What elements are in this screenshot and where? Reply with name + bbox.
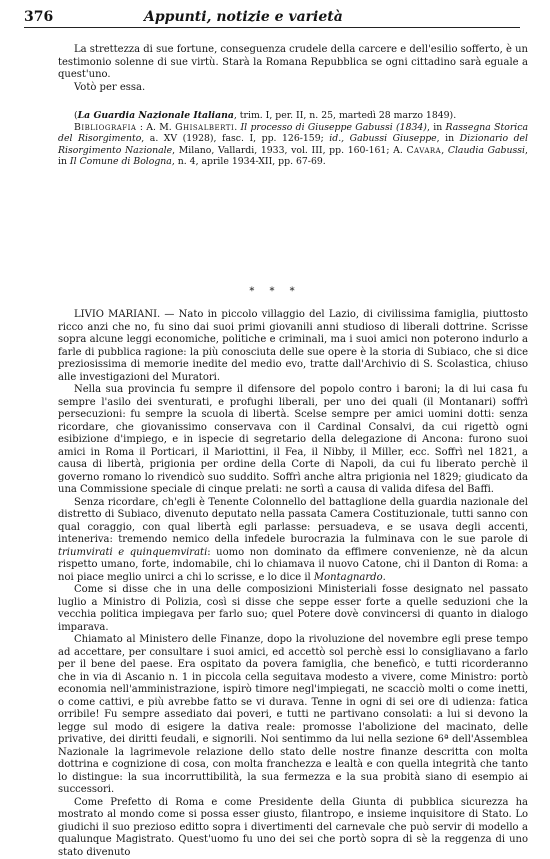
citation-open: ( [74,110,78,121]
mariani-paragraph-1 [58,309,528,384]
citation-block [58,110,528,168]
mariani-paragraph-5: Chiamato al Ministero delle Finanze, dopo la rivoluzione del novembre egli prese tempo ad accettare, per consultare i suoi amici, ed accettò sol perchè essi lo consigliavano a farlo per il bene del paese. Era ospitato da povera famiglia, che beneficò, e tutti ricorderanno che in via di Ascanio n. 1 in piccola cella seguitava modesto a vivere, come Ministro: portò economia nell'amministrazione, ispirò timore negl'impiegati, ne scacciò molti o come inetti, o come cattivi, e più avrebbe fatto se vi durava. Tenne in ogni di sei ore di udienza: fatica orribile! Fu sempre assediato dai poveri, e tutti ne partivano consolati: a lui si devono la legge sul modo di esigere la dativa reale: promosse l'abolizione del macinato, delle privative, dei diritti feudali, e signorili. Noi sentimmo da lui nella sezione 6ª dell'Assemblea Nazionale la lagrimevole relazione dello stato delle nostre finanze descritta con molta dottrina e cognizione di cosa, con molta franchezza e lealtà e con quella integrità che tanto lo distingue: la sua incorruttibilità, la sua fermezza e la sua probità siano di esempio ai successori. [58,634,528,797]
mariani-paragraph-2: Nella sua provincia fu sempre il difensore del popolo contro i baroni; la di lui casa fu sempre l'asilo dei sventurati, e profughi liberali, per uno dei quali (il Montanari) soffrì persecuzioni: fu sempre la scuola di libertà. Scelse sempre per amici uomini dotti: senza ricordare, che giovanissimo conservava con il Cardinal Consalvi, da cui rigettò ogni esibizione d'impiego, e in ispecie di segretario della delegazione di Ancona: furono suoi amici in Roma il Porticari, il Mariottini, il Fea, il Nibby, il Miller, ecc. Soffrì nel 1821, a causa di libertà, prigionia per ordine della Corte di Napoli, da cui fu liberato perchè il governo romano lo rivendicò suo suddito. Soffrì anche altra prigionia nel 1829; giudicato da una Commissione speciale di cinque prelati: ne sortì a causa di valida difesa del Baffi. [58,384,528,497]
bib-title-4: Claudia Gabussi [448,145,525,156]
bib-journal-2: Il Comune di Bologna [70,156,172,167]
bib-text: , in [427,122,446,133]
paragraph-top-1: La strettezza di sue fortune, conseguenza crudele della carcere e dell'esilio sofferto, è un testimonio solenne di sue virtù. Starà la Romana Repubblica se ogni cittadino sarà eguale a quest'uno. [58,44,528,82]
mariani-paragraph-4: Come si disse che in una delle composizioni Ministeriali fosse designato nel passato luglio a Ministro di Polizia, così si disse che seppe esser forte a quelle seduzioni che la vecchia politica impiegava per farlo suo; quel Potere dovè convincersi di quanto in dialogo imparava. [58,584,528,634]
bibliography-label: Bibliografia [74,122,137,133]
bib-text: , a. XV (1928), fasc. I, pp. 126-159; [141,133,329,144]
mariani-paragraph-3 [58,497,528,585]
citation [58,110,528,122]
italic-phrase: triumvirati e quinquemvirati [58,547,207,558]
bib-author-1: Ghisalberti [175,122,234,133]
bib-title-2: id., Gabussi Giuseppe [329,133,436,144]
mariani-article [58,309,528,859]
paragraph-text: Senza ricordare, ch'egli è Tenente Colonnello del battaglione della guardia nazionale del distretto di Subiaco, divenuto deputato nella passata Camera Costituzionale, tutti sanno con qual coraggio, con qual libertà egli parlasse: persuadeva, e se usava degli accenti, inteneriva: tremendo nemico della infedele burocrazia la fulminava con le sue parole di [58,497,528,546]
article-heading-name: LIVIO MARIANI. [74,309,160,320]
bib-text: , n. 4, aprile 1934-XII, pp. 67-69. [172,156,326,167]
paragraph-text: — Nato in piccolo villaggio del Lazio, di civilissima famiglia, piuttosto ricco anzi che no, fu sino dai suoi primi giovanili anni studioso di liberali dottrine. Scrisse sopra alcune leggi economiche, politiche e criminali, ma i suoi amici non poterono indurlo a farle di pubblica ragione: la più conosciuta delle sue opere è la storia di Subiaco, che si dice preziosissima di memorie inedite del medio evo, tratte dall'Archivio di S. Scolastica, chiuso alle investigazioni del Muratori. [58,309,528,383]
bib-text: . [234,122,240,133]
page-header [24,9,520,28]
bib-author-2: Cavara [406,145,441,156]
section-separator: * * * [0,286,550,297]
top-text-block [58,44,528,94]
citation-rest: , trim. I, per. II, n. 25, martedì 28 marzo 1849). [234,110,456,121]
bib-title-3: Dizionario del Risorgimento Nazionale [58,133,528,156]
paragraph-text: : uomo non dominato da effimere convenienze, nè da alcun rispetto umano, forte, indomabile, chi lo chiamava il nuovo Catone, chi il Danton di Roma: a noi piace meglio unirci a chi lo scrisse, e lo dice il [58,547,528,583]
bib-text: , [441,145,448,156]
page-number: 376 [24,9,144,25]
bib-journal-1: Rassegna Storica del Risorgimento [58,122,528,145]
paragraph-text: . [383,572,386,583]
mariani-paragraph-6: Come Prefetto di Roma e come Presidente della Giunta di pubblica sicurezza ha mostrato al mondo come si possa esser giusto, filantropo, e insieme inquisitore di Stato. Lo giudichi il suo prezioso editto sopra i divertimenti del carnevale che può servir di modello a qualunque Magistrato. Quest'uomo fu uno dei sei che portò sopra di sè la reggenza di uno stato divenuto [58,797,528,859]
bib-text: , Milano, Vallardi, 1933, vol. III, pp. 160-161; A. [172,145,406,156]
italic-phrase: Montagnardo [314,572,383,583]
bib-text: : A. M. [137,122,176,133]
bibliography [58,122,528,168]
bib-text: , in [58,145,528,168]
paragraph-top-2: Votò per essa. [58,82,528,95]
citation-journal: La Guardia Nazionale Italiana [78,110,234,121]
bib-title-1: Il processo di Giuseppe Gabussi (1834) [241,122,427,133]
bib-text: , in [437,133,460,144]
running-head: Appunti, notizie e varietà [144,9,343,25]
